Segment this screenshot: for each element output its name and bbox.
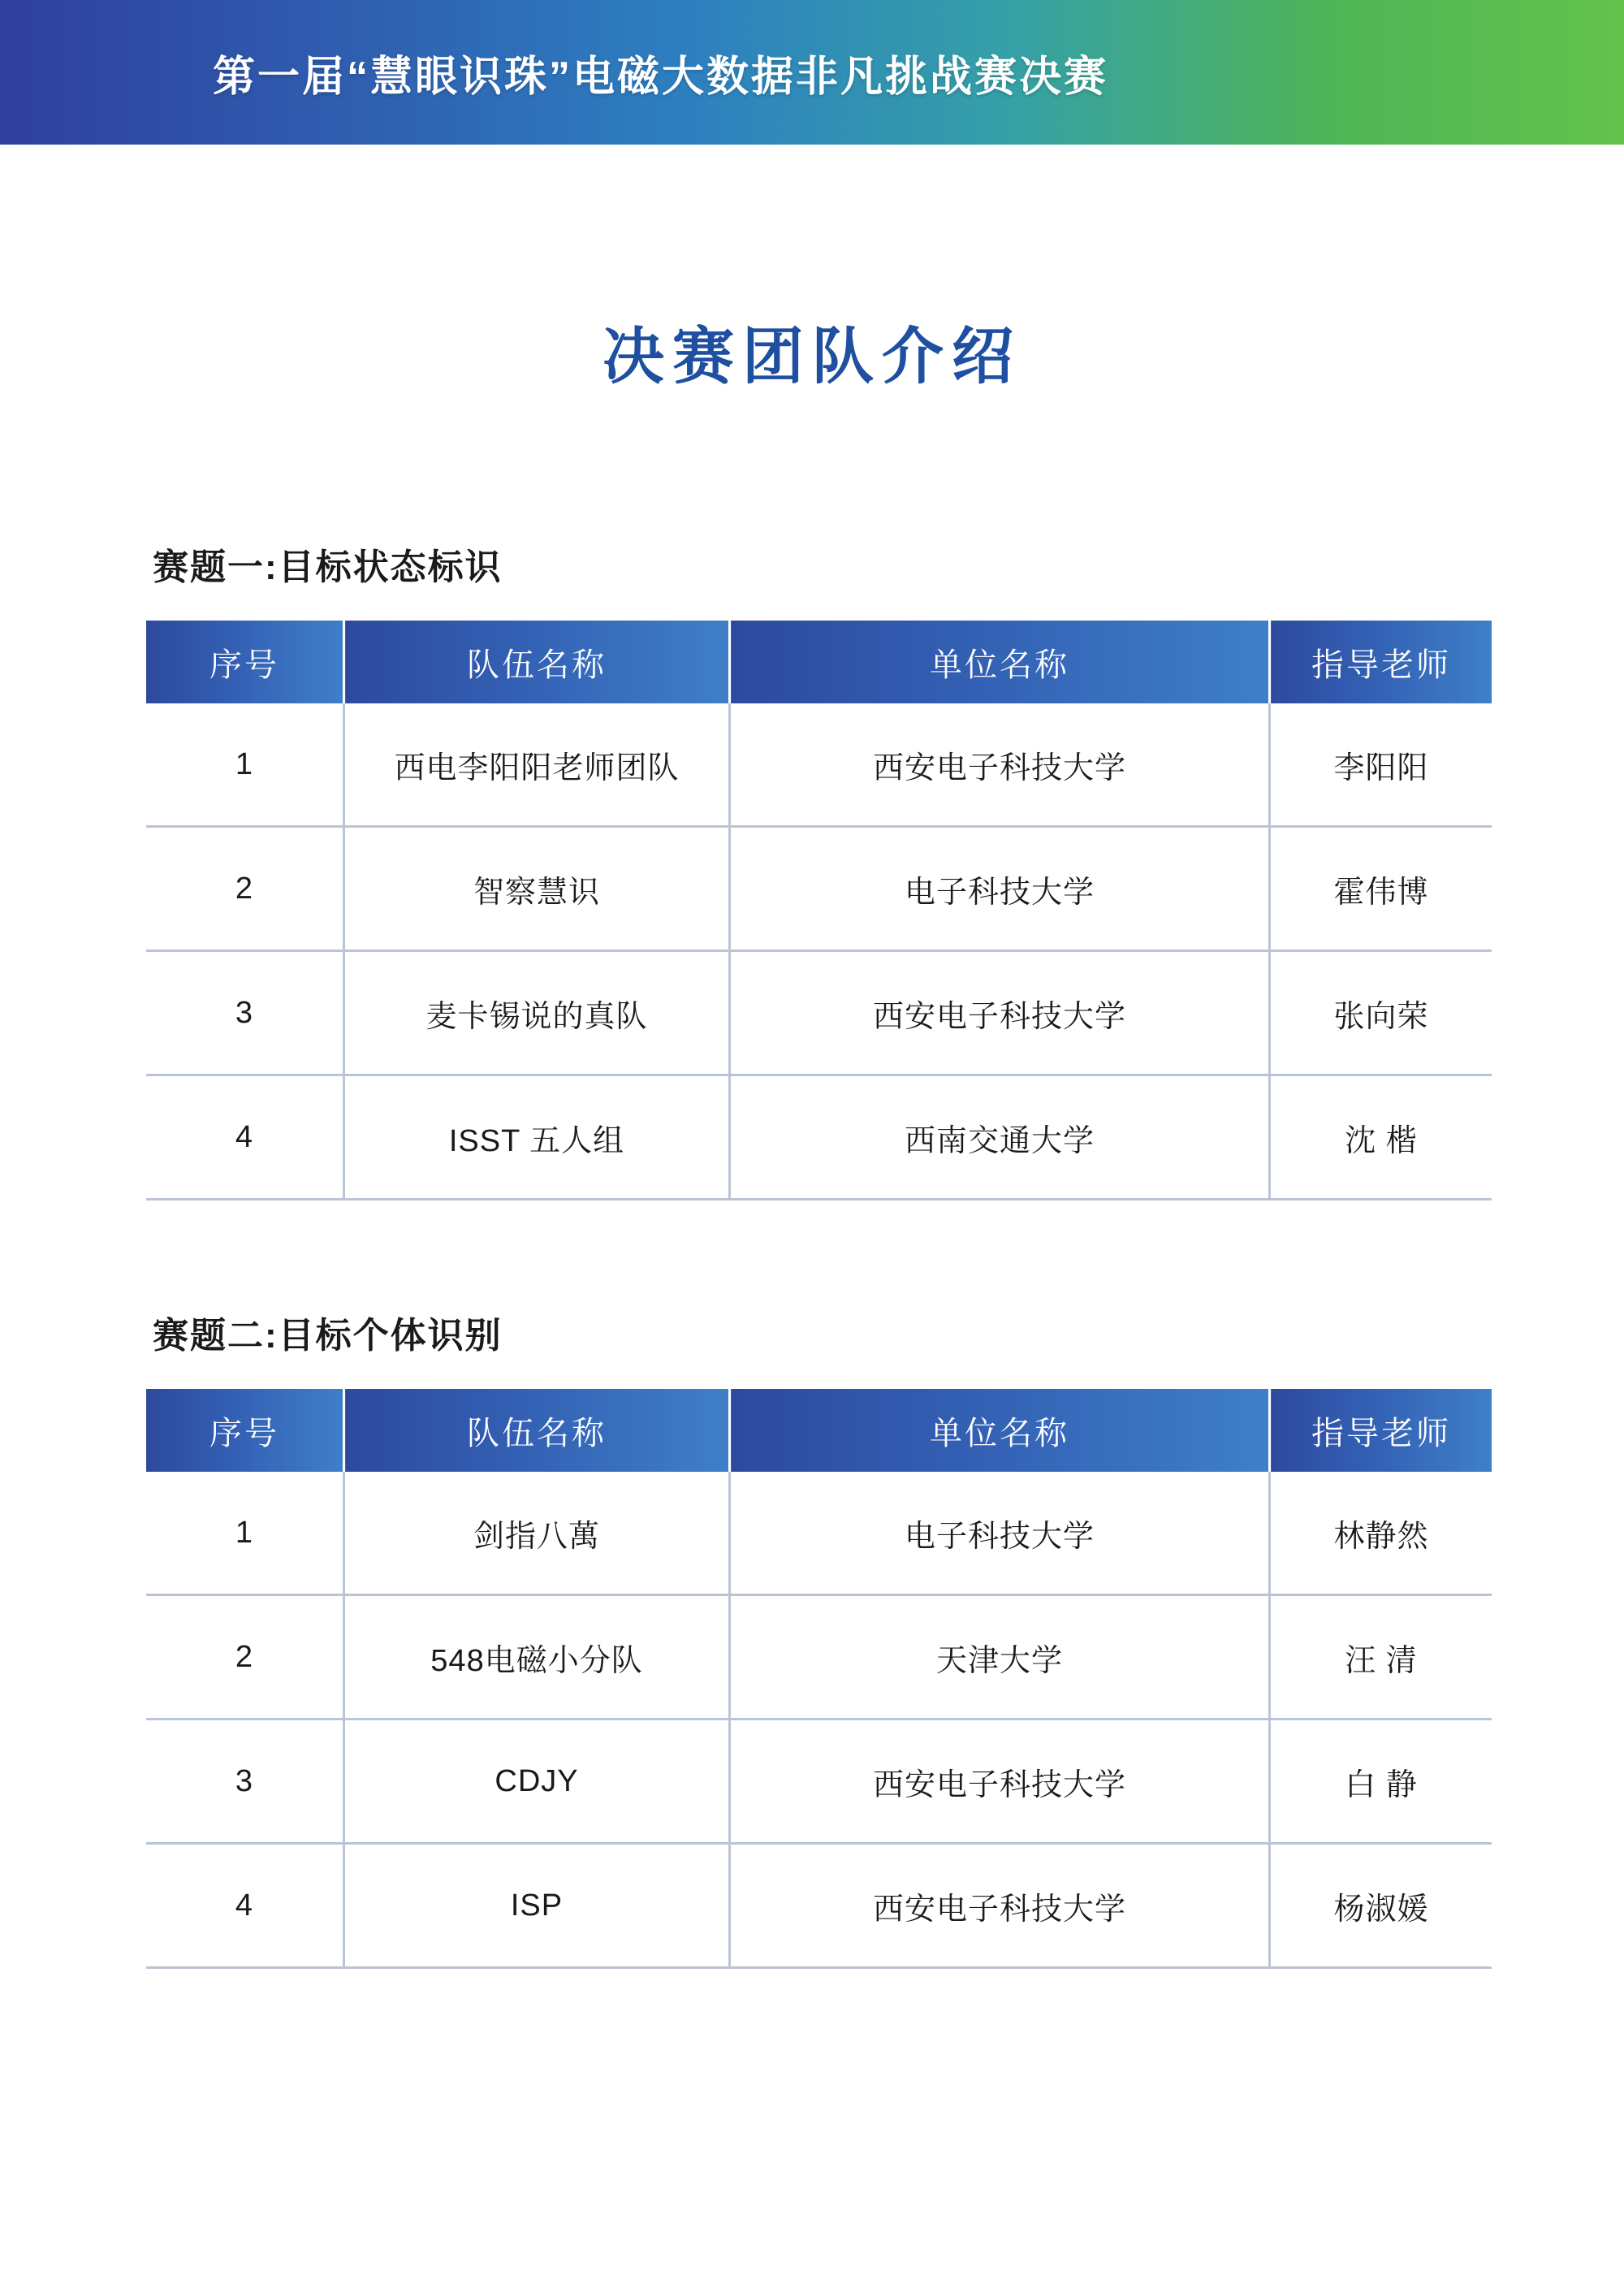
table-row xyxy=(146,703,1492,827)
cell-coach: 杨淑媛 xyxy=(1270,1844,1492,1968)
table-row xyxy=(146,1595,1492,1719)
teams-table-topic-two xyxy=(146,1389,1492,1969)
cell-coach: 霍伟博 xyxy=(1270,827,1492,951)
cell-org: 电子科技大学 xyxy=(730,1472,1270,1595)
section-heading: 赛题一:目标状态标识 xyxy=(153,547,503,587)
cell-team: ISP xyxy=(344,1844,730,1968)
cell-team: ISST 五人组 xyxy=(344,1075,730,1200)
cell-org: 电子科技大学 xyxy=(730,827,1270,951)
cell-org: 西安电子科技大学 xyxy=(730,703,1270,827)
cell-coach: 沈 楷 xyxy=(1270,1075,1492,1200)
column-header-coach: 指导老师 xyxy=(1270,621,1492,703)
cell-coach: 李阳阳 xyxy=(1270,703,1492,827)
cell-org: 西安电子科技大学 xyxy=(730,1719,1270,1844)
cell-no: 2 xyxy=(146,827,344,951)
cell-no: 1 xyxy=(146,703,344,827)
cell-coach: 张向荣 xyxy=(1270,951,1492,1075)
section-heading: 赛题二:目标个体识别 xyxy=(153,1316,503,1356)
table-row xyxy=(146,1844,1492,1968)
cell-no: 3 xyxy=(146,1719,344,1844)
column-header-coach: 指导老师 xyxy=(1270,1389,1492,1472)
table-header-row xyxy=(146,621,1492,703)
cell-org: 天津大学 xyxy=(730,1595,1270,1719)
cell-no: 1 xyxy=(146,1472,344,1595)
column-header-no: 序号 xyxy=(146,621,344,703)
cell-team: CDJY xyxy=(344,1719,730,1844)
cell-no: 2 xyxy=(146,1595,344,1719)
table-row xyxy=(146,1075,1492,1200)
cell-team: 智察慧识 xyxy=(344,827,730,951)
cell-team: 麦卡锡说的真队 xyxy=(344,951,730,1075)
section-topic-one xyxy=(146,538,1478,1200)
cell-org: 西安电子科技大学 xyxy=(730,1844,1270,1968)
cell-no: 4 xyxy=(146,1844,344,1968)
column-header-no: 序号 xyxy=(146,1389,344,1472)
teams-table-topic-one xyxy=(146,621,1492,1200)
cell-no: 4 xyxy=(146,1075,344,1200)
cell-coach: 林静然 xyxy=(1270,1472,1492,1595)
column-header-team: 队伍名称 xyxy=(344,1389,730,1472)
table-row xyxy=(146,1472,1492,1595)
cell-org: 西南交通大学 xyxy=(730,1075,1270,1200)
table-row xyxy=(146,951,1492,1075)
cell-coach: 汪 清 xyxy=(1270,1595,1492,1719)
table-row xyxy=(146,827,1492,951)
page-banner xyxy=(0,0,1624,145)
cell-coach: 白 静 xyxy=(1270,1719,1492,1844)
cell-team: 剑指八萬 xyxy=(344,1472,730,1595)
banner-title: 第一届“慧眼识珠”电磁大数据非凡挑战赛决赛 xyxy=(213,53,1109,101)
column-header-org: 单位名称 xyxy=(730,621,1270,703)
cell-team: 西电李阳阳老师团队 xyxy=(344,703,730,827)
table-header-row xyxy=(146,1389,1492,1472)
cell-org: 西安电子科技大学 xyxy=(730,951,1270,1075)
section-topic-two xyxy=(146,1306,1478,1969)
document-page xyxy=(0,307,1624,1969)
cell-no: 3 xyxy=(146,951,344,1075)
page-title: 决赛团队介绍 xyxy=(603,322,1021,391)
table-row xyxy=(146,1719,1492,1844)
cell-team: 548电磁小分队 xyxy=(344,1595,730,1719)
column-header-team: 队伍名称 xyxy=(344,621,730,703)
column-header-org: 单位名称 xyxy=(730,1389,1270,1472)
